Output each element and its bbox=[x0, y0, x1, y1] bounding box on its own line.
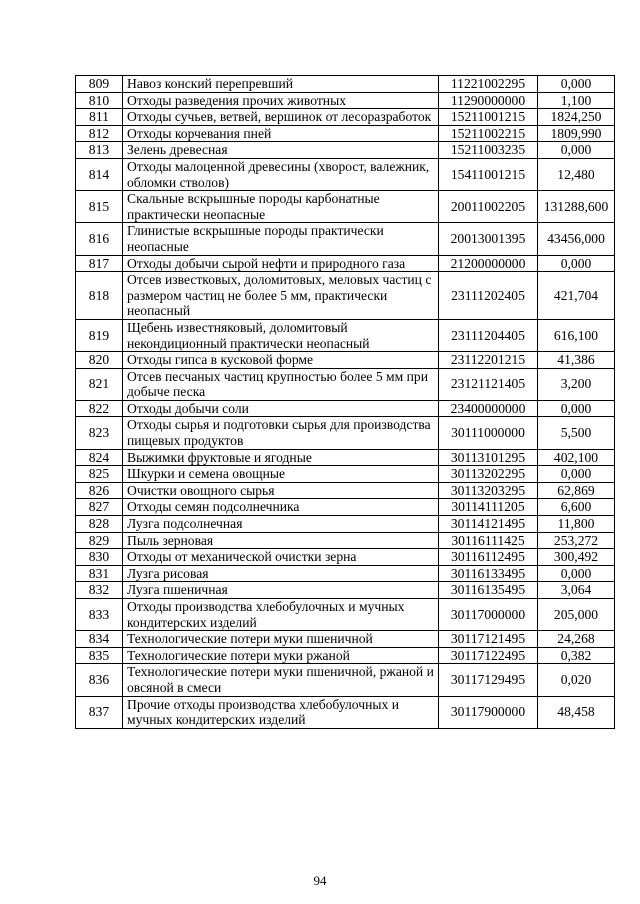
page-number: 94 bbox=[313, 873, 327, 888]
quantity-cell: 3,064 bbox=[538, 582, 615, 599]
row-number-cell: 829 bbox=[76, 532, 123, 549]
quantity-cell: 24,268 bbox=[538, 631, 615, 648]
waste-code-cell: 30116133495 bbox=[439, 565, 538, 582]
waste-code-cell: 11221002295 bbox=[439, 76, 538, 93]
quantity-cell: 421,704 bbox=[538, 272, 615, 320]
waste-name-cell: Отходы разведения прочих животных bbox=[123, 92, 439, 109]
quantity-cell: 131288,600 bbox=[538, 191, 615, 223]
table-row bbox=[76, 482, 615, 499]
quantity-cell: 402,100 bbox=[538, 449, 615, 466]
quantity-cell: 0,000 bbox=[538, 142, 615, 159]
table-row bbox=[76, 76, 615, 93]
waste-code-cell: 23112201215 bbox=[439, 352, 538, 369]
waste-code-cell: 23111204405 bbox=[439, 319, 538, 351]
waste-name-cell: Лузга пшеничная bbox=[123, 582, 439, 599]
waste-name-cell: Отходы корчевания пней bbox=[123, 125, 439, 142]
waste-name-cell: Отходы добычи сырой нефти и природного газа bbox=[123, 255, 439, 272]
waste-code-cell: 30111000000 bbox=[439, 417, 538, 449]
table-row bbox=[76, 255, 615, 272]
table-row bbox=[76, 449, 615, 466]
waste-name-cell: Глинистые вскрышные породы практически неопасные bbox=[123, 223, 439, 255]
row-number-cell: 825 bbox=[76, 466, 123, 483]
table-row bbox=[76, 400, 615, 417]
quantity-cell: 48,458 bbox=[538, 696, 615, 728]
row-number-cell: 826 bbox=[76, 482, 123, 499]
quantity-cell: 3,200 bbox=[538, 368, 615, 400]
waste-name-cell: Отходы сучьев, ветвей, вершинок от лесоразработок bbox=[123, 109, 439, 126]
quantity-cell: 43456,000 bbox=[538, 223, 615, 255]
quantity-cell: 62,869 bbox=[538, 482, 615, 499]
table-row bbox=[76, 223, 615, 255]
quantity-cell: 41,386 bbox=[538, 352, 615, 369]
waste-code-cell: 20013001395 bbox=[439, 223, 538, 255]
waste-table-body bbox=[76, 76, 615, 729]
waste-code-cell: 23400000000 bbox=[439, 400, 538, 417]
table-row bbox=[76, 352, 615, 369]
waste-code-cell: 23121121405 bbox=[439, 368, 538, 400]
waste-name-cell: Пыль зерновая bbox=[123, 532, 439, 549]
waste-name-cell: Отходы сырья и подготовки сырья для производства пищевых продуктов bbox=[123, 417, 439, 449]
row-number-cell: 833 bbox=[76, 599, 123, 631]
waste-name-cell: Зелень древесная bbox=[123, 142, 439, 159]
row-number-cell: 827 bbox=[76, 499, 123, 516]
waste-name-cell: Отходы малоценной древесины (хворост, валежник, обломки стволов) bbox=[123, 158, 439, 190]
quantity-cell: 0,000 bbox=[538, 565, 615, 582]
waste-code-cell: 30117900000 bbox=[439, 696, 538, 728]
row-number-cell: 817 bbox=[76, 255, 123, 272]
table-row bbox=[76, 191, 615, 223]
waste-name-cell: Технологические потери муки ржаной bbox=[123, 647, 439, 664]
waste-code-cell: 30116135495 bbox=[439, 582, 538, 599]
row-number-cell: 835 bbox=[76, 647, 123, 664]
waste-code-cell: 20011002205 bbox=[439, 191, 538, 223]
waste-name-cell: Технологические потери муки пшеничной, ржаной и овсяной в смеси bbox=[123, 664, 439, 696]
waste-name-cell: Навоз конский перепревший bbox=[123, 76, 439, 93]
waste-code-cell: 15211001215 bbox=[439, 109, 538, 126]
waste-code-cell: 15411001215 bbox=[439, 158, 538, 190]
quantity-cell: 0,000 bbox=[538, 466, 615, 483]
table-row bbox=[76, 142, 615, 159]
quantity-cell: 205,000 bbox=[538, 599, 615, 631]
waste-name-cell: Лузга рисовая bbox=[123, 565, 439, 582]
waste-name-cell: Выжимки фруктовые и ягодные bbox=[123, 449, 439, 466]
table-row bbox=[76, 532, 615, 549]
row-number-cell: 821 bbox=[76, 368, 123, 400]
table-row bbox=[76, 92, 615, 109]
quantity-cell: 1809,990 bbox=[538, 125, 615, 142]
table-row bbox=[76, 319, 615, 351]
table-row bbox=[76, 499, 615, 516]
row-number-cell: 822 bbox=[76, 400, 123, 417]
table-row bbox=[76, 417, 615, 449]
table-row bbox=[76, 272, 615, 320]
waste-name-cell: Шкурки и семена овощные bbox=[123, 466, 439, 483]
quantity-cell: 5,500 bbox=[538, 417, 615, 449]
table-row bbox=[76, 368, 615, 400]
row-number-cell: 815 bbox=[76, 191, 123, 223]
row-number-cell: 830 bbox=[76, 549, 123, 566]
waste-code-cell: 30113202295 bbox=[439, 466, 538, 483]
quantity-cell: 12,480 bbox=[538, 158, 615, 190]
quantity-cell: 0,382 bbox=[538, 647, 615, 664]
table-row bbox=[76, 647, 615, 664]
waste-name-cell: Отходы семян подсолнечника bbox=[123, 499, 439, 516]
row-number-cell: 809 bbox=[76, 76, 123, 93]
row-number-cell: 816 bbox=[76, 223, 123, 255]
waste-code-cell: 30116112495 bbox=[439, 549, 538, 566]
row-number-cell: 834 bbox=[76, 631, 123, 648]
waste-code-cell: 30117129495 bbox=[439, 664, 538, 696]
quantity-cell: 0,000 bbox=[538, 76, 615, 93]
waste-name-cell: Щебень известняковый, доломитовый некондиционный практически неопасный bbox=[123, 319, 439, 351]
row-number-cell: 832 bbox=[76, 582, 123, 599]
waste-code-cell: 23111202405 bbox=[439, 272, 538, 320]
table-row bbox=[76, 549, 615, 566]
table-row bbox=[76, 109, 615, 126]
quantity-cell: 1824,250 bbox=[538, 109, 615, 126]
row-number-cell: 837 bbox=[76, 696, 123, 728]
table-row bbox=[76, 696, 615, 728]
table-row bbox=[76, 664, 615, 696]
row-number-cell: 818 bbox=[76, 272, 123, 320]
waste-name-cell: Отсев песчаных частиц крупностью более 5 мм при добыче песка bbox=[123, 368, 439, 400]
row-number-cell: 824 bbox=[76, 449, 123, 466]
waste-name-cell: Отходы добычи соли bbox=[123, 400, 439, 417]
waste-code-cell: 11290000000 bbox=[439, 92, 538, 109]
waste-code-cell: 30116111425 bbox=[439, 532, 538, 549]
row-number-cell: 836 bbox=[76, 664, 123, 696]
table-row bbox=[76, 125, 615, 142]
table-row bbox=[76, 466, 615, 483]
row-number-cell: 812 bbox=[76, 125, 123, 142]
waste-name-cell: Прочие отходы производства хлебобулочных и мучных кондитерских изделий bbox=[123, 696, 439, 728]
quantity-cell: 1,100 bbox=[538, 92, 615, 109]
row-number-cell: 810 bbox=[76, 92, 123, 109]
waste-code-cell: 15211003235 bbox=[439, 142, 538, 159]
table-row bbox=[76, 158, 615, 190]
quantity-cell: 11,800 bbox=[538, 516, 615, 533]
table-row bbox=[76, 516, 615, 533]
waste-code-cell: 30113203295 bbox=[439, 482, 538, 499]
row-number-cell: 820 bbox=[76, 352, 123, 369]
waste-code-cell: 30117000000 bbox=[439, 599, 538, 631]
waste-name-cell: Технологические потери муки пшеничной bbox=[123, 631, 439, 648]
waste-name-cell: Отходы производства хлебобулочных и мучных кондитерских изделий bbox=[123, 599, 439, 631]
row-number-cell: 813 bbox=[76, 142, 123, 159]
table-row bbox=[76, 599, 615, 631]
waste-table bbox=[75, 75, 615, 729]
waste-name-cell: Отсев известковых, доломитовых, меловых частиц с размером частиц не более 5 мм, практически неопасный bbox=[123, 272, 439, 320]
waste-code-cell: 30117122495 bbox=[439, 647, 538, 664]
quantity-cell: 253,272 bbox=[538, 532, 615, 549]
waste-code-cell: 30114111205 bbox=[439, 499, 538, 516]
quantity-cell: 0,000 bbox=[538, 400, 615, 417]
waste-name-cell: Очистки овощного сырья bbox=[123, 482, 439, 499]
waste-name-cell: Лузга подсолнечная bbox=[123, 516, 439, 533]
table-row bbox=[76, 565, 615, 582]
table-row bbox=[76, 582, 615, 599]
quantity-cell: 300,492 bbox=[538, 549, 615, 566]
waste-code-cell: 15211002215 bbox=[439, 125, 538, 142]
quantity-cell: 6,600 bbox=[538, 499, 615, 516]
waste-code-cell: 30114121495 bbox=[439, 516, 538, 533]
waste-code-cell: 30113101295 bbox=[439, 449, 538, 466]
quantity-cell: 0,020 bbox=[538, 664, 615, 696]
row-number-cell: 819 bbox=[76, 319, 123, 351]
waste-name-cell: Отходы гипса в кусковой форме bbox=[123, 352, 439, 369]
table-row bbox=[76, 631, 615, 648]
waste-name-cell: Отходы от механической очистки зерна bbox=[123, 549, 439, 566]
row-number-cell: 814 bbox=[76, 158, 123, 190]
row-number-cell: 823 bbox=[76, 417, 123, 449]
row-number-cell: 811 bbox=[76, 109, 123, 126]
waste-code-cell: 21200000000 bbox=[439, 255, 538, 272]
waste-name-cell: Скальные вскрышные породы карбонатные практически неопасные bbox=[123, 191, 439, 223]
quantity-cell: 616,100 bbox=[538, 319, 615, 351]
waste-code-cell: 30117121495 bbox=[439, 631, 538, 648]
row-number-cell: 831 bbox=[76, 565, 123, 582]
row-number-cell: 828 bbox=[76, 516, 123, 533]
quantity-cell: 0,000 bbox=[538, 255, 615, 272]
